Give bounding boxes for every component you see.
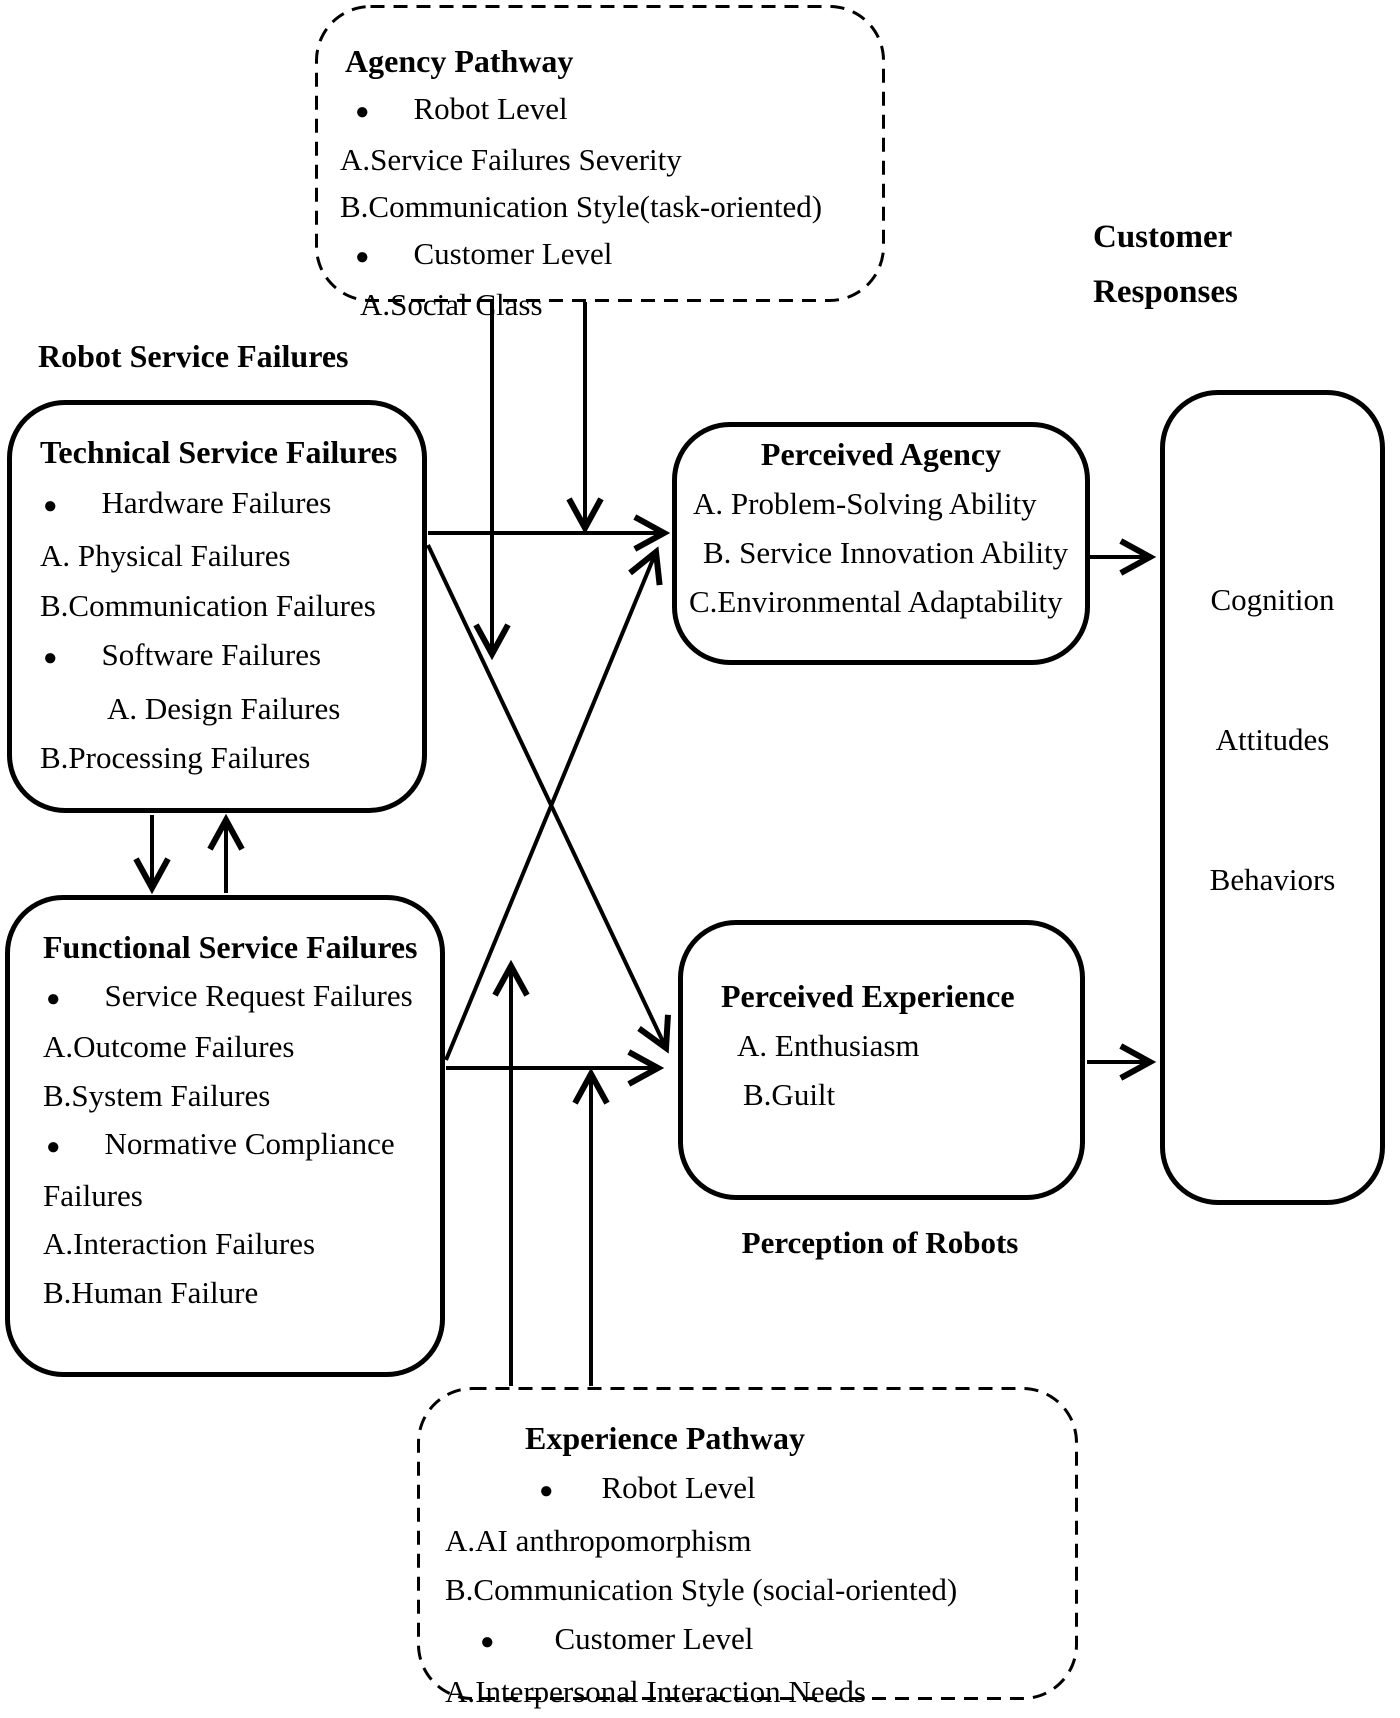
list-item (315, 85, 885, 136)
list-item-text: A. Enthusiasm (737, 1028, 920, 1063)
list-item-text: B.Guilt (743, 1077, 836, 1112)
technical-title-text: Technical Service Failures (40, 434, 398, 470)
list-item-text: B.Human Failure (43, 1274, 259, 1310)
bullet-icon: ● (355, 99, 370, 125)
list-item-text: Service Request Failures (104, 977, 413, 1013)
list-item (677, 577, 1085, 626)
list-item (677, 479, 1085, 528)
perceived-agency-title: Perceived Agency (760, 436, 1002, 472)
list-item (417, 1667, 1078, 1716)
experience-pathway-title (417, 1414, 1078, 1463)
technical-service-failures-box (7, 400, 427, 813)
list-item (683, 1021, 1080, 1070)
customer-response-behaviors: Behaviors (1209, 862, 1336, 897)
list-item (10, 1269, 440, 1318)
functional-service-failures-box (5, 895, 445, 1377)
functional-title-text: Functional Service Failures (43, 929, 418, 965)
bullet-icon: ● (480, 1629, 495, 1655)
perceived-experience-title (683, 972, 1080, 1021)
list-item (315, 183, 885, 230)
list-item-text: C.Environmental Adaptability (689, 584, 1063, 619)
list-item (12, 531, 422, 581)
perceived-experience-title-text: Perceived Experience (721, 978, 1015, 1014)
bullet-icon: ● (355, 244, 370, 270)
list-item-text: Normative Compliance (104, 1126, 395, 1161)
list-item-text: A.Interaction Failures (43, 1226, 316, 1261)
perceived-experience-box (678, 920, 1085, 1200)
list-item (315, 230, 885, 281)
list-item (417, 1516, 1078, 1565)
experience-pathway-box (417, 1387, 1078, 1709)
list-item-text: A.Social Class (360, 287, 543, 322)
robot-service-failures-label: Robot Service Failures (38, 338, 349, 374)
list-item (12, 684, 422, 734)
list-item-text: Robot Level (413, 91, 568, 126)
list-item (417, 1565, 1078, 1614)
customer-responses-box (1160, 390, 1385, 1205)
list-item (683, 1070, 1080, 1119)
list-item-text: Robot Level (601, 1470, 756, 1505)
customer-responses-label-line2: Responses (1093, 274, 1238, 310)
list-item (10, 1220, 440, 1269)
technical-title (12, 428, 422, 478)
list-item-text: A.Service Failures Severity (340, 142, 682, 177)
list-item-text: A. Design Failures (107, 690, 341, 726)
list-item-text: B.Communication Style (social-oriented) (445, 1572, 958, 1607)
customer-response-cognition: Cognition (1210, 582, 1335, 617)
list-item (10, 1120, 440, 1172)
list-item-text: Software Failures (101, 637, 322, 672)
list-item-text: A. Problem-Solving Ability (693, 486, 1037, 521)
list-item (10, 1072, 440, 1121)
bullet-icon: ● (43, 645, 58, 671)
agency-pathway-title-text: Agency Pathway (345, 43, 574, 79)
list-item-text: A.Interpersonal Interaction Needs (445, 1674, 866, 1709)
list-item-text: Hardware Failures (101, 484, 332, 520)
list-item-text: B.System Failures (43, 1077, 271, 1113)
list-item-text: A. Physical Failures (40, 538, 291, 573)
functional-title (10, 923, 440, 972)
list-item (417, 1614, 1078, 1667)
bullet-icon: ● (46, 1134, 61, 1160)
list-item (10, 972, 440, 1024)
arrow-functional-to-perceived-agency (446, 552, 656, 1060)
list-item-text: B.Communication Style(task-oriented) (340, 189, 823, 224)
experience-pathway-title-text: Experience Pathway (525, 1420, 805, 1456)
list-item-text: A.Outcome Failures (43, 1029, 295, 1064)
list-item (677, 528, 1085, 577)
perception-of-robots-label: Perception of Robots (741, 1225, 1019, 1260)
perceived-agency-box (672, 422, 1090, 665)
list-item-text: Customer Level (554, 1621, 754, 1656)
list-item (10, 1172, 440, 1221)
list-item (12, 581, 422, 631)
agency-pathway-title (315, 38, 885, 85)
customer-response-attitudes: Attitudes (1215, 722, 1330, 757)
customer-responses-label (1093, 210, 1238, 320)
list-item (12, 630, 422, 684)
list-item-text: B. Service Innovation Ability (703, 535, 1069, 570)
list-item (315, 281, 885, 328)
bullet-icon: ● (43, 492, 58, 519)
list-item (417, 1463, 1078, 1516)
list-item-text: Customer Level (413, 236, 613, 271)
customer-responses-label-line1: Customer (1093, 219, 1233, 255)
list-item (12, 733, 422, 783)
list-item (315, 136, 885, 183)
list-item-text: B.Processing Failures (40, 740, 311, 775)
bullet-icon: ● (539, 1478, 554, 1504)
bullet-icon: ● (46, 985, 61, 1012)
list-item (12, 478, 422, 532)
list-item-text: A.AI anthropomorphism (445, 1523, 752, 1558)
arrow-technical-to-perceived-experience (428, 545, 666, 1048)
agency-pathway-box (315, 5, 885, 322)
list-item (10, 1023, 440, 1072)
list-item-text: Failures (43, 1177, 143, 1213)
list-item-text: B.Communication Failures (40, 587, 376, 623)
